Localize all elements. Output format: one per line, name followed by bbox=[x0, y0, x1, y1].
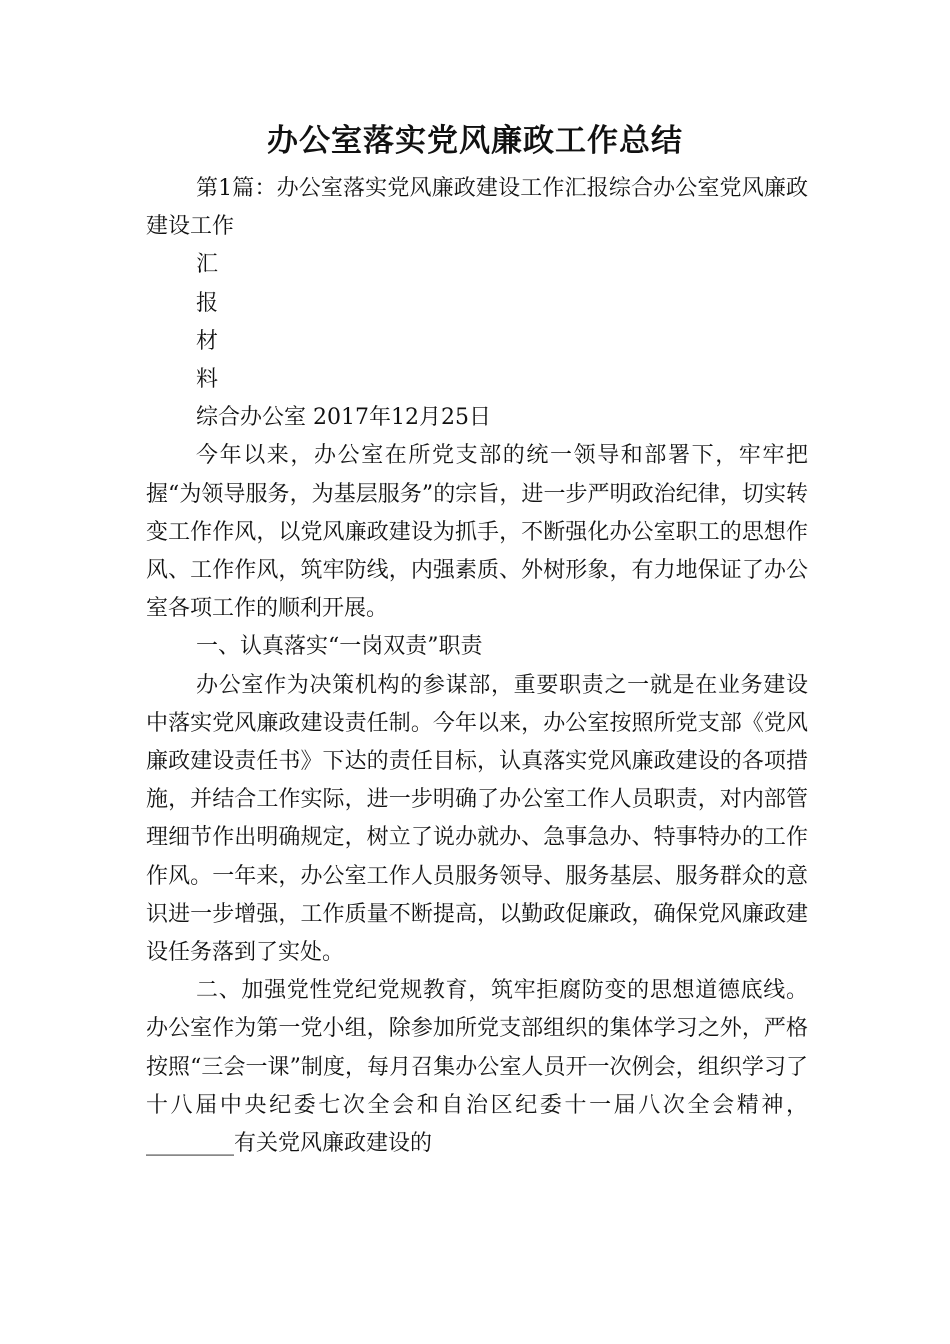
vertical-char: 料 bbox=[196, 367, 219, 393]
document-page bbox=[146, 116, 808, 1163]
section-heading: 一、认真落实“一岗双责”职责 bbox=[196, 634, 483, 660]
vertical-char: 材 bbox=[196, 328, 219, 354]
vertical-char: 汇 bbox=[196, 252, 219, 278]
body-paragraph: 今年以来，办公室在所党支部的统一领导和部署下，牢牢把握“为领导服务，为基层服务”的宗旨，进一步严明政治纪律，切实转变工作作风，以党风廉政建设为抓手，不断强化办公室职工的思想作风、工作作风，筑牢防线，内强素质、外树形象，有力地保证了办公室各项工作的顺利开展。 bbox=[146, 443, 808, 622]
vertical-char: 报 bbox=[196, 290, 219, 316]
heading-line: 第1篇：办公室落实党风廉政建设工作汇报综合办公室党风廉政建设工作 bbox=[146, 176, 808, 240]
body-paragraph: 二、加强党性党纪党规教育，筑牢拒腐防变的思想道德底线。 办公室作为第一党小组，除参加所党支部组织的集体学习之外，严格按照“三会一课”制度，每月召集办公室人员开一次例会，组织学习了十八届中央纪委七次全会和自治区纪委十一届八次全会精神，________有关党风廉政建设的 bbox=[146, 978, 808, 1157]
body-paragraph: 办公室作为决策机构的参谋部，重要职责之一就是在业务建设中落实党风廉政建设责任制。今年以来，办公室按照所党支部《党风廉政建设责任书》下达的责任目标，认真落实党风廉政建设的各项措施，并结合工作实际，进一步明确了办公室工作人员职责，对内部管理细节作出明确规定，树立了说办就办、急事急办、特事特办的工作作风。一年来，办公室工作人员服务领导、服务基层、服务群众的意识进一步增强，工作质量不断提高，以勤政促廉政，确保党风廉政建设任务落到了实处。 bbox=[146, 672, 808, 966]
document-title: 办公室落实党风廉政工作总结 bbox=[267, 123, 683, 159]
dateline: 综合办公室 2017年12月25日 bbox=[196, 405, 491, 431]
